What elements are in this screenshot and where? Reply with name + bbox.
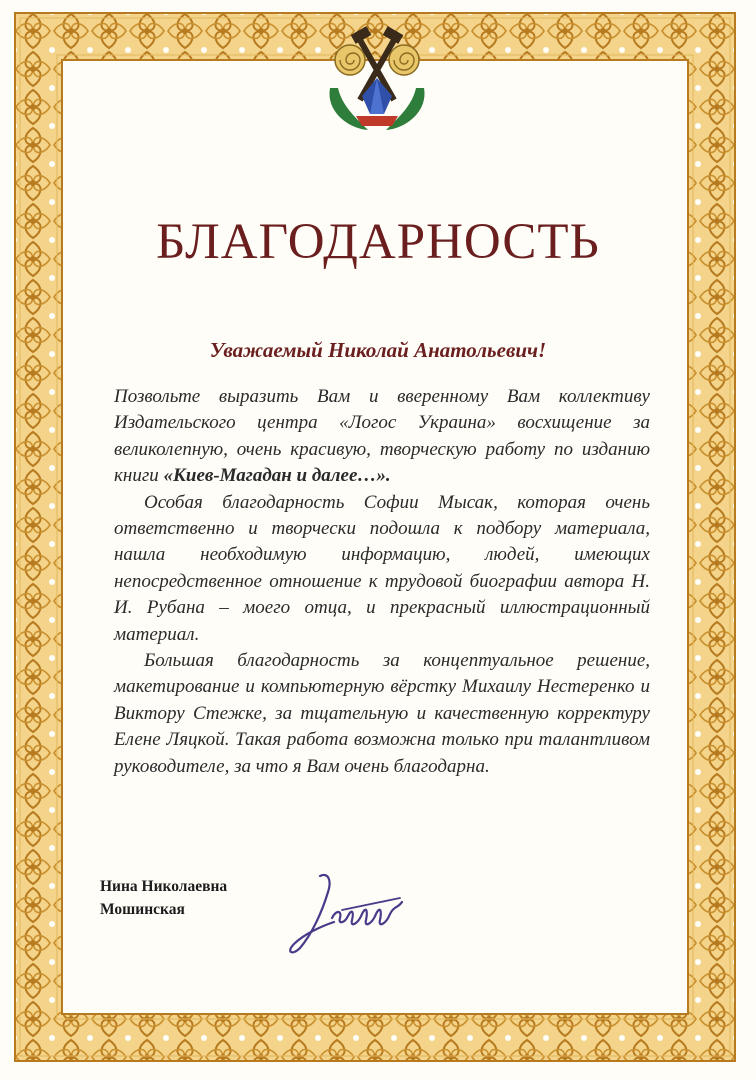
paragraph-3: Большая благодарность за концептуальное решение, макетирование и компьютерную вёрстку Михаилу Нестеренко и Виктору Стежке, за тщательную и качественную корректуру Елене Ляцкой. Такая работа возможна только при талантливом руководителе, за что я Вам очень благодарна. — [114, 650, 650, 777]
paragraph-1 — [114, 384, 650, 490]
crossed-hammers-emblem-icon — [316, 18, 438, 140]
paragraph-2: Особая благодарность Софии Мысак, которая очень ответственно и творчески подошла к подбору материала, нашла необходимую информацию, людей, имеющих непосредственное отношение к трудовой биографии автора Н. И. Рубана – моего отца, и прекрасный иллюстрационный материал. — [114, 491, 650, 645]
signer-name — [100, 875, 227, 921]
document-title: БЛАГОДАРНОСТЬ — [156, 214, 600, 270]
book-title: «Киев-Магадан и далее…» — [163, 465, 386, 487]
signer-last-name: Мошинская — [100, 901, 185, 918]
letter-body — [114, 384, 650, 780]
paragraph-1-end: . — [385, 465, 391, 487]
salutation: Уважаемый Николай Анатольевич! — [209, 338, 547, 362]
paragraph-1-text: Позвольте выразить Вам и вверенному Вам коллективу Издательского центра «Логос Украина» восхищение за великолепную, очень красивую, творческую работу по изданию книги — [114, 386, 650, 487]
handwritten-signature — [282, 862, 422, 972]
signer-first-name: Нина Николаевна — [100, 878, 228, 895]
